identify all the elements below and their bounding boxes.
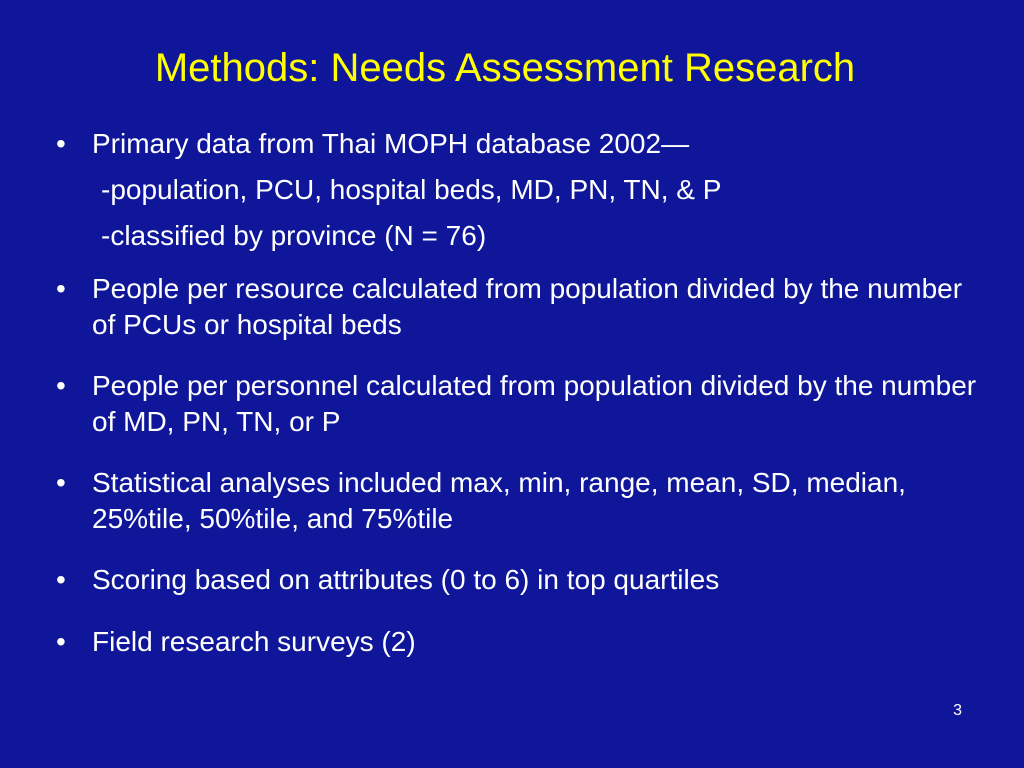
bullet-text: People per personnel calculated from population divided by the number of MD, PN, TN, or P bbox=[92, 370, 977, 437]
bullet-item-scoring bbox=[56, 562, 986, 598]
slide-title: Methods: Needs Assessment Research bbox=[154, 46, 856, 90]
bullet-item-people-per-personnel bbox=[56, 368, 986, 440]
bullet-text: Primary data from Thai MOPH database 2002— bbox=[92, 128, 690, 159]
bullet-icon: • bbox=[56, 564, 66, 595]
bullet-item-people-per-resource bbox=[56, 271, 986, 343]
bullet-item-statistical-analyses bbox=[56, 465, 986, 537]
sub-bullet-text: -classified by province (N = 76) bbox=[101, 220, 487, 251]
page-number: 3 bbox=[953, 702, 962, 719]
bullet-item-primary-data bbox=[56, 126, 986, 254]
bullet-icon: • bbox=[56, 370, 66, 401]
bullet-icon: • bbox=[56, 273, 66, 304]
bullet-text: Statistical analyses included max, min, range, mean, SD, median, 25%tile, 50%tile, and 75%tile bbox=[92, 467, 906, 534]
bullet-list bbox=[56, 126, 986, 660]
bullet-icon: • bbox=[56, 626, 66, 657]
bullet-icon: • bbox=[56, 467, 66, 498]
sub-bullet-text: -population, PCU, hospital beds, MD, PN, TN, & P bbox=[101, 174, 722, 205]
bullet-text: Scoring based on attributes (0 to 6) in top quartiles bbox=[92, 564, 720, 595]
bullet-text: Field research surveys (2) bbox=[92, 626, 416, 657]
bullet-item-field-research bbox=[56, 624, 986, 660]
bullet-text: People per resource calculated from population divided by the number of PCUs or hospital beds bbox=[92, 273, 963, 340]
bullet-icon: • bbox=[56, 128, 66, 159]
